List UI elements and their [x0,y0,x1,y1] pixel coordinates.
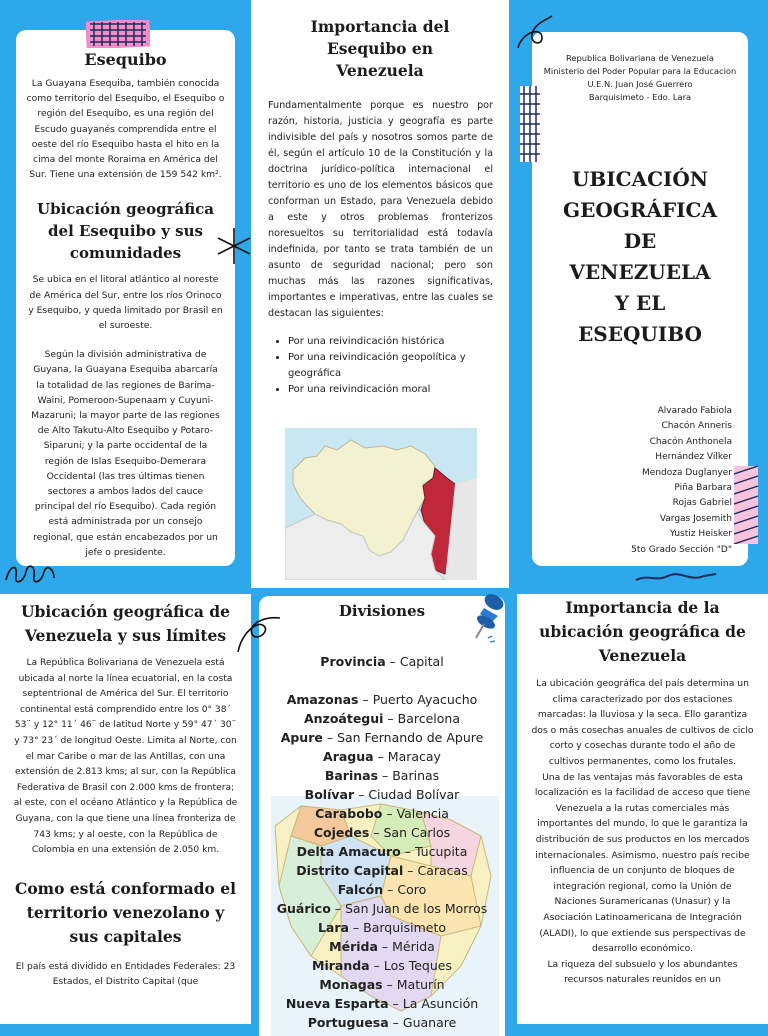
zigzag-decoration [634,570,718,584]
location-text: Se ubica en el litoral atlántico al noreste de América del Sur, entre los ríos Orinoco y Esequibo, y queda limitado por Brasil en el suroeste. [28,274,223,332]
institution-header: Republica Bolivariana de Venezuela Ministerio del Poder Popular para la Educacion U.E.N. Juan José Guerrero Barquisimeto - Edo. Lara [543,53,737,102]
division-row: Carabobo – Valencia [315,806,449,821]
importance-esequibo-heading: Importancia del Esequibo en Venezuela [310,17,450,80]
venezuela-esequibo-map [285,428,477,580]
division-row: Amazonas – Puerto Ayacucho [286,692,478,707]
authors-list: Alvarado Fabiola Chacón Anneris Chacón Anthonela Hernández Vilker Mendoza Duglanyer Piña Barbara Rojas Gabriel Vargas Josemith Yustiz Heisker 5to Grado Sección "D" [631,406,732,555]
division-row: Monagas – Maturín [319,977,445,992]
cover-title: UBICACIÓN GEOGRÁFICA DE VENEZUELA Y EL ESEQUIBO [563,167,717,346]
importance-location-heading: Importancia de la ubicación geográfica de Venezuela [539,598,746,665]
reason-item: • Por una reivindicación geopolítica y geográfica [288,350,493,382]
panel-divisions [259,596,505,1036]
panel-importance-esequibo [251,0,509,588]
reason-item: • Por una reivindicación histórica [288,334,493,350]
venezuela-location-text: La República Bolivariana de Venezuela está ubicada al norte la línea ecuatorial, en la costa septentrional de América del Sur. El territorio continental está comprendido entre los 0° 38´ 53¨ y 12° 11´ 46¨ de latitud Norte y 59° 47´ 30¨ y 73° 23´ de longitud Oeste. Limita al Norte, con el mar Caribe o mar de las Antillas, con una extensión de 2.813 kms; al sur, con la República Federativa de Brasil con 2.000 kms de frontera; al este, con el océano Atlántico y la República de Guyana, con la que tiene una línea fronteriza de 743 kms; y al oeste, con la República de Colombia en una extensión de 2.050 km. [13,658,238,856]
division-row: Cojedes – San Carlos [313,825,451,840]
division-row: Barinas – Barinas [324,768,440,783]
division-row: Bolívar – Ciudad Bolívar [304,787,460,802]
panel-esequibo [16,30,235,566]
communities-text: Según la división administrativa de Guyana, la Guayana Esequiba abarcaría la totalidad de las regiones de Barima-Waini, Pomeroon-Supenaam y Cuyuni-Mazaruni; la mayor parte de las regiones de Alto Takutu-Alto Esequibo y Potaro-Siparuni; y la parte occidental de la región de Islas Esequibo-Demerara Occidental (las tres últimas tienen sectores a ambos lados del cauce principal del río Esequibo). Cada región está administrada por un consejo regional, que están encabezados por un jefe o presidente. [31,349,220,558]
location-heading: Ubicación geográfica del Esequibo y sus comunidades [37,200,214,263]
division-row: Lara – Barquisimeto [317,920,447,935]
panel-cover [532,32,748,566]
grid-strip-decoration [519,86,541,162]
divisions-header-row: Provincia – Capital [320,654,444,669]
pushpin-icon [470,592,510,644]
panel-venezuela-location [0,594,251,1024]
reason-item: • Por una reivindicación moral [288,382,493,398]
division-row: Falcón – Coro [337,882,427,897]
territory-heading: Como está conformado el territorio venezolano y sus capitales [15,878,236,946]
division-row: Portuguesa – Guanare [307,1015,457,1030]
esequibo-heading: Esequibo [84,50,167,69]
division-row: Apure – San Fernando de Apure [280,730,484,745]
division-row: Aragua – Maracay [323,749,441,764]
importance-location-text: La ubicación geográfica del país determina un clima caracterizado por dos estaciones marcadas: la lluviosa y la seca. Ello garantiza dos o más cosechas anuales de cultivos de ciclo corto y cosechas durante todo el año de cultivos permanentes, como los frutales. Una de las ventajas más favorables de esta localización es la facilidad de acceso que tiene Venezuela a la rutas comerciales más importantes del mundo, lo que le garantiza la distribución de sus productos en los mercados internacionales. Asimismo, nuestro país recibe influencia de un conjunto de bloques de integración regional, como la Unión de Naciones Suramericanas (Unasur) y la Asociación Latinoamericana de Integración (ALADI), lo que extiende sus perspectivas de desarrollo económico. La riqueza del subsuelo y los abundantes recursos naturales reunidos en un [531,678,754,986]
squiggle-decoration [4,560,60,588]
loop-decoration [234,612,284,656]
division-row: Nueva Esparta – La Asunción [285,996,479,1011]
division-row: Anzoátegui – Barcelona [303,711,461,726]
grid-sticker-decoration [86,20,150,48]
curl-decoration [512,12,556,56]
division-row: Miranda – Los Teques [312,958,452,973]
panel-importance-location [517,594,768,1024]
venezuela-location-heading: Ubicación geográfica de Venezuela y sus límites [21,602,230,645]
territory-text: El país está dividido en Entidades Federales: 23 Estados, el Distrito Capital (que [15,960,236,987]
divisions-heading: Divisiones [338,602,426,620]
importance-esequibo-text: Fundamentalmente porque es nuestro por razón, historia, justicia y geografía es parte indivisible del país y nosotros somos parte de él, según el artículo 10 de la Constitución y la doctrina jurídico-política internacional el territorio es uno de los elementos básicos que conforman un Estado, para Venezuela debido a este y otros problemas fronterizos noresueltos su territorialidad está todavía indefinida, por tanto se trata también de un asunto de seguridad nacional; pero son muchas más las razones significativas, importantes e imperativas, entre las cuales se destacan las siguientes: [268,100,493,319]
division-row: Guárico – San Juan de los Morros [276,901,488,916]
sparkle-decoration [214,226,254,266]
division-row: Distrito Capital – Caracas [296,863,468,878]
division-row: Mérida – Mérida [329,939,435,954]
esequibo-description: La Guayana Esequiba, también conocida como territorio del Esequibo, el Esequibo o región del Esequibo, es una región del Escudo guayanés comprendida entre el oeste del río Esequibo hasta el hito en la cima del monte Roraima en América del Sur. Tiene una extensión de 159 542 km². [26,78,225,181]
division-row: Delta Amacuro – Tucupita [296,844,468,859]
divisions-table [259,652,505,1032]
reasons-list [251,334,509,398]
striped-tape-decoration [734,466,758,544]
